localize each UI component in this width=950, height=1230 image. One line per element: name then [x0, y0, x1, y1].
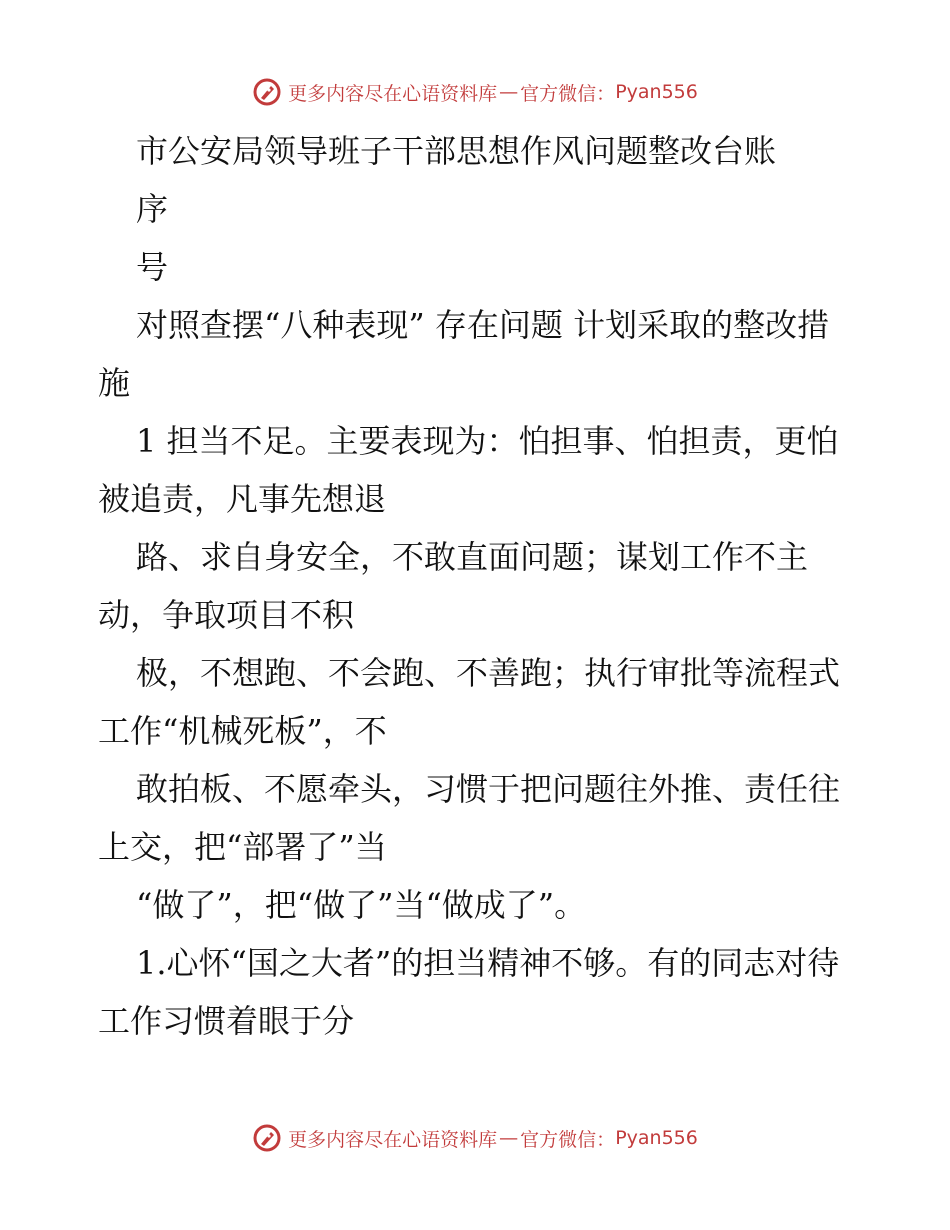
document-title: 市公安局领导班子干部思想作风问题整改台账 [136, 132, 777, 170]
table-header-seq-2: 号 [136, 248, 169, 286]
body-paragraph: 1 担当不足。主要表现为：怕担事、怕担责，更怕被追责，凡事先想退 [98, 422, 839, 518]
document-body [98, 122, 854, 1050]
watermark-dash: — [499, 1127, 519, 1149]
body-paragraph: 路、求自身安全，不敢直面问题；谋划工作不主动，争取项目不积 [98, 538, 809, 634]
table-header-seq-1: 序 [136, 190, 169, 228]
watermark-wechat-label: 官方微信： [520, 1128, 616, 1151]
watermark-dash: — [499, 81, 519, 103]
watermark-site-text: 更多内容尽在心语资料库 [288, 1128, 498, 1151]
pen-nib-logo-icon [252, 77, 282, 107]
watermark-wechat-label: 官方微信： [520, 82, 616, 105]
watermark-wechat-id: Pyan556 [615, 81, 698, 103]
body-paragraph: “做了”，把“做了”当“做成了”。 [136, 886, 587, 924]
pen-nib-logo-icon [252, 1123, 282, 1153]
watermark-site-text: 更多内容尽在心语资料库 [288, 82, 498, 105]
body-paragraph: 极，不想跑、不会跑、不善跑；执行审批等流程式工作“机械死板”，不 [98, 654, 841, 750]
watermark-wechat-id: Pyan556 [615, 1127, 698, 1149]
body-paragraph: 敢拍板、不愿牵头，习惯于把问题往外推、责任往上交，把“部署了”当 [98, 770, 841, 866]
footer-watermark [0, 1118, 950, 1158]
table-header-columns: 对照查摆“八种表现” 存在问题 计划采取的整改措施 [98, 306, 830, 402]
body-paragraph: 1.心怀“国之大者”的担当精神不够。有的同志对待工作习惯着眼于分 [98, 944, 840, 1040]
header-watermark [0, 72, 950, 112]
